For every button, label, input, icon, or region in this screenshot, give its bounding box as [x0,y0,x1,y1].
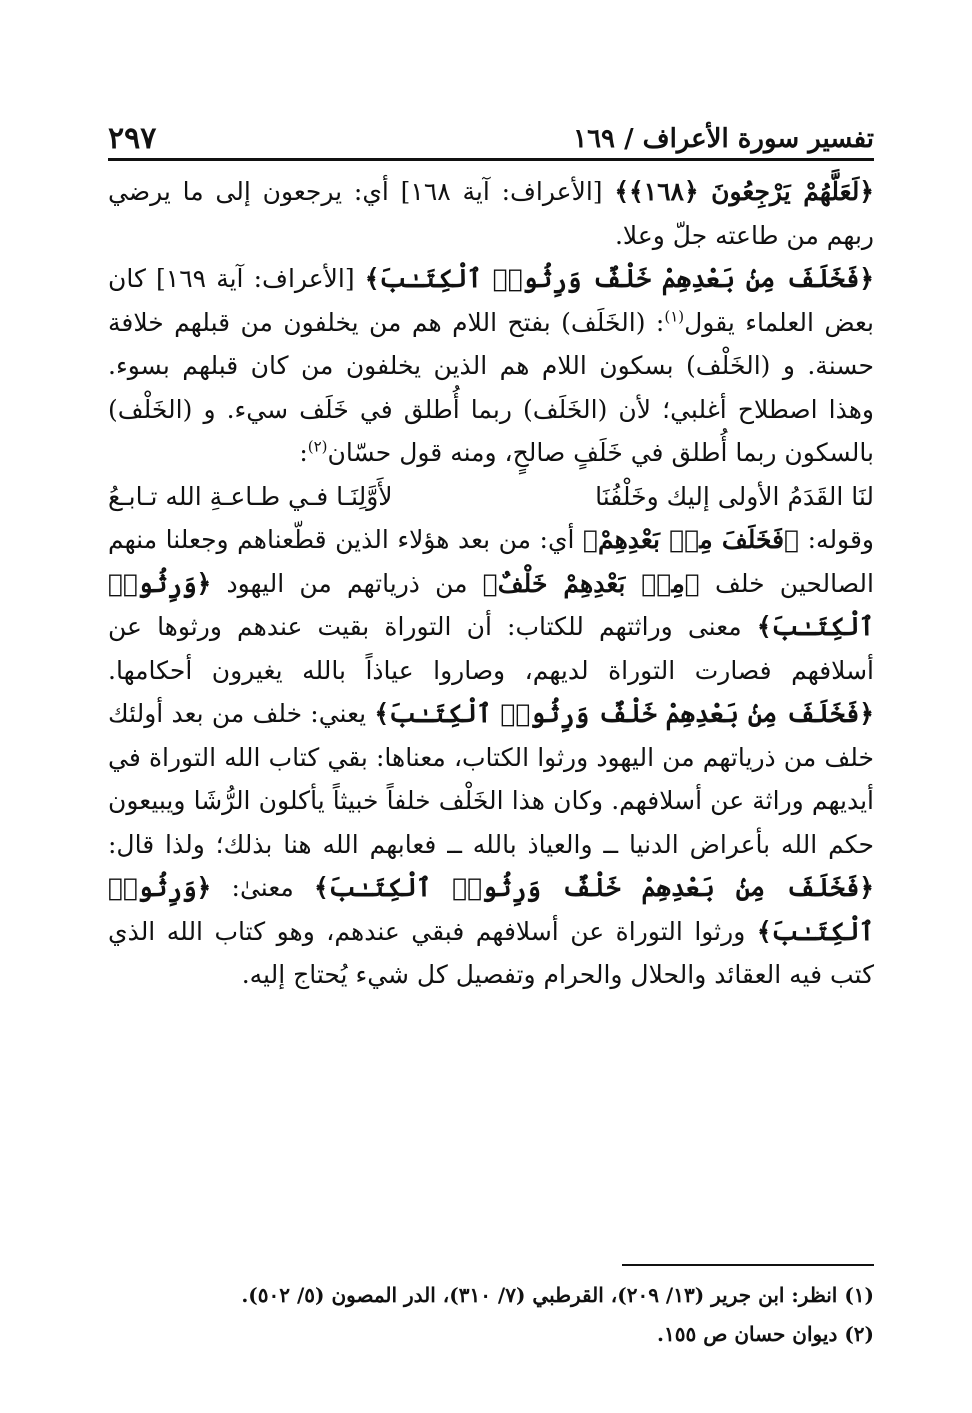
quran-quote: ﴿فَخَلَفَ مِنۢ بَعْدِهِمْ خَلْفٌ وَرِثُوا۟ ٱلْكِتَـٰبَ﴾ [374,699,874,728]
paragraph-text: وقوله: [799,525,874,554]
page-number: ٢٩٧ [108,121,157,156]
quran-quote: ﴿فَخَلَفَ مِنۢ بَعْدِهِمْ خَلْفٌ وَرِثُوا۟ ٱلْكِتَـٰبَ﴾ [364,264,874,293]
quran-quote: ﴿وَرِثُوا۟ ٱلْكِتَـٰبَ﴾ [108,568,874,641]
paragraph-text: : (الخَلَف) بفتح اللام هم من يخلفون من قبلهم خلافة حسنة. و (الخَلْف) بسكون اللام هم الذين يخلفون من كان قبلهم بسوء. وهذا اصطلاح أغلبي؛ لأن (الخَلَف) ربما أُطلق في خَلَف سيء. و (الخَلْف) بالسكون ربما أُطلق في خَلَفٍ صالحٍ، ومنه قول حسّان [108,307,874,467]
paragraph-text: ورثوا التوراة عن أسلافهم فبقي عندهم، وهو كتاب الله الذي كتب فيه العقائد والحلال والحرام وتفصيل كل شيء يُحتاج إليه. [108,916,874,989]
footnote-rule [622,1264,874,1266]
footnote-ref-2[interactable]: (٢) [307,437,328,456]
paragraph-text: : [299,438,308,467]
paragraph-text: [الأعراف: آية ١٦٨] أي: يرجعون إلى ما يرضي ربهم من طاعته جلّ وعلا. [108,177,874,250]
running-head: تفسير سورة الأعراف / ١٦٩ [573,124,874,154]
poetry-verse [108,475,874,519]
paragraph-text: أي: من بعد هؤلاء الذين قطّعناهم وجعلنا منهم الصالحين خلف [108,525,874,598]
quran-quote: ﴿لَعَلَّهُمْ يَرْجِعُونَ ﴿١٦٨﴾﴾ [614,177,874,206]
header-rule [108,158,874,161]
verse-second-hemistich: لأَوَّلِنَـا فـي طـاعـةِ الله تـابـعُ [108,481,393,511]
quran-quote: ﴿فَخَلَفَ مِنۢ بَعْدِهِمْ خَلْفٌ وَرِثُوا۟ ٱلْكِتَـٰبَ﴾ [314,873,874,902]
paragraph-text: معنى وراثتهم للكتاب: أن التوراة بقيت عندهم ورثوها عن أسلافهم فصارت التوراة لديهم، وصاروا عياذاً بالله يغيرون أحكامها. [108,612,874,685]
paragraph-text: من ذرياتهم من اليهود [211,568,483,598]
paragraph-text: معنىٰ: [211,873,315,902]
footnote-1: (١) انظر: ابن جرير (١٣/ ٢٠٩)، القرطبي (٧/ ٣١٠)، الدر المصون (٥/ ٥٠٢). [241,1283,874,1307]
footnote-ref-1[interactable]: (١) [664,307,685,326]
paragraph-text: يعني: خلف من بعد أولئك خلف من ذرياتهم من اليهود ورثوا الكتاب، معناها: بقي كتاب الله التوراة في أيديهم وراثة عن أسلافهم. وكان هذا الخَلْف خلفاً خبيثاً يأكلون الرُّشَا ويبيعون حكم الله بأعراض الدنيا ــ والعياذ بالله ــ فعابهم الله هنا بذلك؛ ولذا قال: [108,699,874,859]
paragraph-1 [108,170,874,257]
main-text [108,170,874,997]
page-header [108,108,874,156]
verse-first-hemistich: لنَا القَدَمُ الأولى إليك وخَلْفُنَا [595,481,874,511]
paragraph-2 [108,257,874,475]
quran-quote: ﴿فَخَلَفَ مِنۢ بَعْدِهِمْ﴾ [582,525,800,554]
paragraph-3 [108,518,874,997]
paragraph-text: [الأعراف: آية ١٦٩] كان بعض العلماء يقول [108,264,874,337]
footnote-2: (٢) ديوان حسان ص ١٥٥. [657,1322,874,1346]
quran-quote: ﴿وَرِثُوا۟ ٱلْكِتَـٰبَ﴾ [108,873,874,946]
quran-quote: ﴿مِنۢ بَعْدِهِمْ خَلْفٌ﴾ [482,568,700,598]
footnotes [108,1276,874,1354]
